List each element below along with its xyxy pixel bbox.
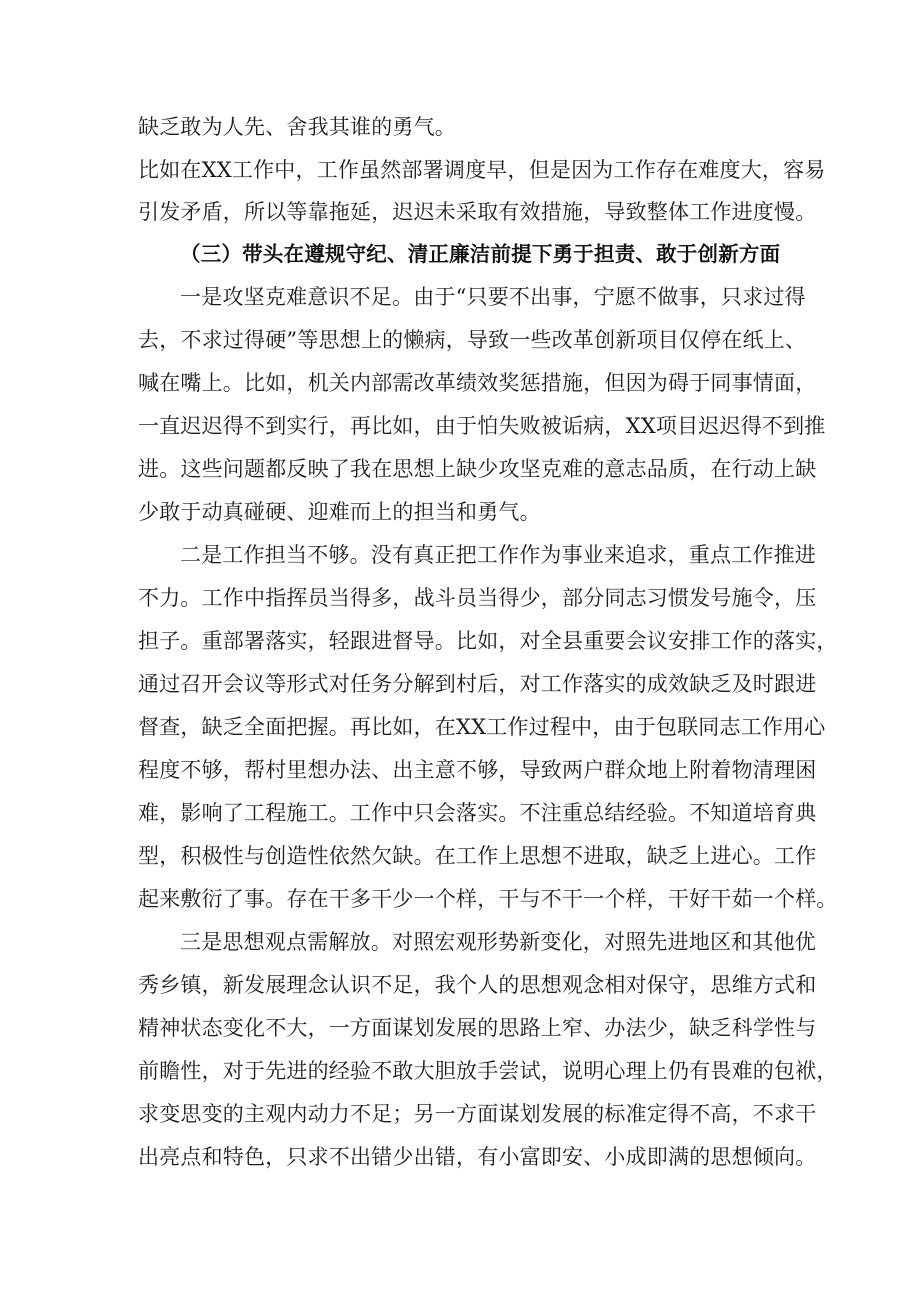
text-line: 担子。重部署落实，轻跟进督导。比如，对全县重要会议安排工作的落实， (138, 629, 838, 653)
text-line: 通过召开会议等形式对任务分解到村后，对工作落实的成效缺乏及时跟进 (138, 672, 817, 696)
text-line: 秀乡镇，新发展理念认识不足，我个人的思想观念相对保守，思维方式和 (138, 973, 817, 997)
text-line: 三是思想观点需解放。对照宏观形势新变化，对照先进地区和其他优 (180, 930, 816, 954)
text-line: 去，不求过得硬”等思想上的懒病，导致一些改革创新项目仅停在纸上、 (138, 328, 807, 352)
text-line: 引发矛盾，所以等靠拖延，迟迟未采取有效措施，导致整体工作进度慢。 (138, 200, 817, 224)
text-line: 喊在嘴上。比如，机关内部需改革绩效奖惩措施，但因为碍于同事情面， (138, 371, 817, 395)
text-line: 起来敷衍了事。存在干多干少一个样，干与不干一个样，干好干茹一个样。 (138, 887, 838, 911)
section-heading: （三）带头在遵规守纪、清正廉洁前提下勇于担责、敢于创新方面 (180, 242, 781, 266)
text-line: 比如在XX工作中，工作虽然部署调度早，但是因为工作存在难度大，容易 (138, 158, 826, 182)
text-line: 出亮点和特色，只求不出错少出错，有小富即安、小成即满的思想倾向。 (138, 1145, 817, 1169)
text-line: 进。这些问题都反映了我在思想上缺少攻坚克难的意志品质，在行动上缺 (138, 457, 817, 481)
text-line: 难，影响了工程施工。工作中只会落实。不注重总结经验。不知道培育典 (138, 801, 817, 825)
text-line: 精神状态变化不大，一方面谋划发展的思路上窄、办法少，缺乏科学性与 (138, 1016, 817, 1040)
text-line: 前瞻性，对于先进的经验不敢大胆放手尝试，说明心理上仍有畏难的包袱， (138, 1059, 838, 1083)
text-line: 程度不够，帮村里想办法、出主意不够，导致两户群众地上附着物清理困 (138, 758, 817, 782)
text-line: 型，积极性与创造性依然欠缺。在工作上思想不进取，缺乏上进心。工作 (138, 844, 817, 868)
text-line: 求变思变的主观内动力不足；另一方面谋划发展的标准定得不高，不求干 (138, 1102, 817, 1126)
text-line: 二是工作担当不够。没有真正把工作作为事业来追求，重点工作推进 (180, 543, 816, 567)
text-line: 一是攻坚克难意识不足。由于“只要不出事，宁愿不做事，只求过得 (180, 285, 806, 309)
text-line: 督查，缺乏全面把握。再比如，在XX工作过程中，由于包联同志工作用心 (138, 715, 826, 739)
text-line: 不力。工作中指挥员当得多，战斗员当得少，部分同志习惯发号施令，压 (138, 586, 817, 610)
text-line: 少敢于动真碰硬、迎难而上的担当和勇气。 (138, 500, 541, 524)
text-line: 缺乏敢为人先、舍我其谁的勇气。 (138, 115, 456, 139)
text-line: 一直迟迟得不到实行，再比如，由于怕失败被诟病，XX项目迟迟得不到推 (138, 414, 826, 438)
